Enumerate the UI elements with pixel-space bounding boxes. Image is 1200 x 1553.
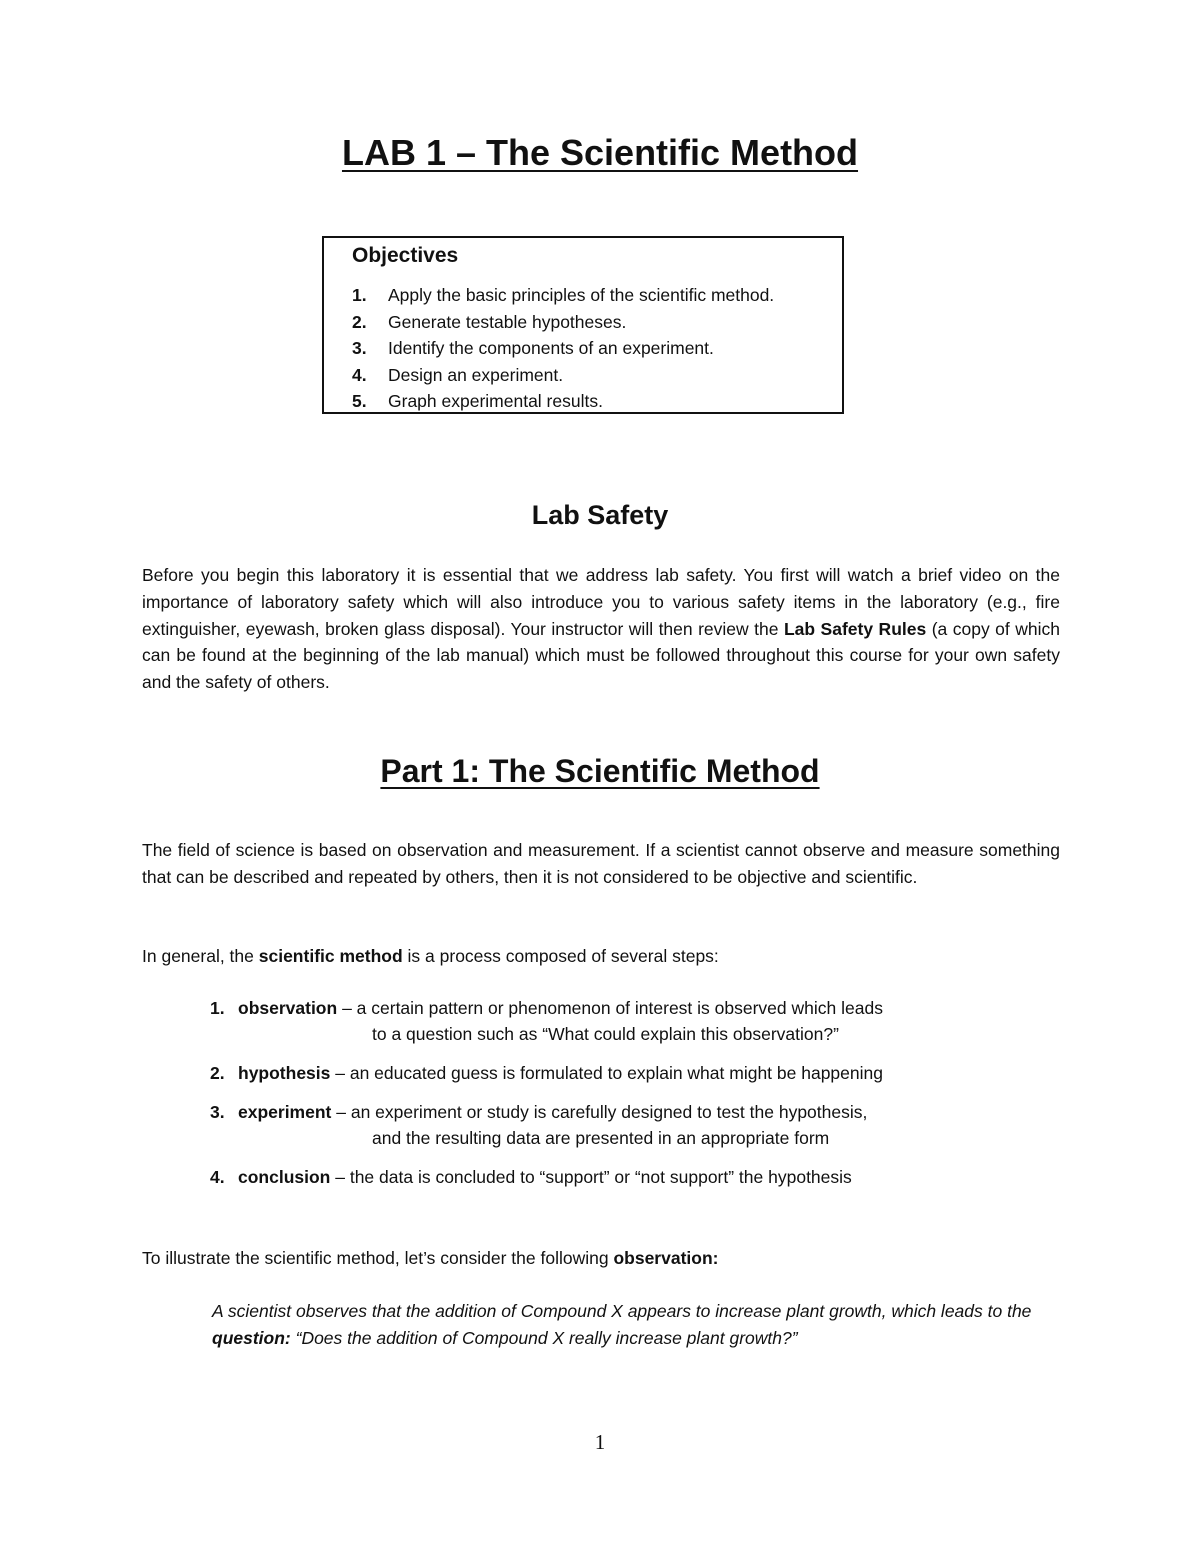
objectives-box [322,236,844,414]
part1-heading [0,753,1200,790]
objective-text: Generate testable hypotheses. [388,311,627,332]
scientific-method-intro [142,943,1060,970]
objective-number: 4. [352,364,367,385]
objective-item [352,388,842,415]
step-item [210,995,1060,1047]
lab-safety-text-part2: (a copy of which can be found at the beginning of the lab manual) which must be followed throughout this course for your own safety and the safety of others. [142,618,1060,693]
objective-text: Apply the basic principles of the scientific method. [388,285,775,305]
illustrate-text: To illustrate the scientific method, let’s consider the following [142,1248,614,1268]
question-bold: question: [212,1327,291,1348]
observation-bold: observation: [613,1248,719,1268]
objective-item [352,335,842,362]
step-term: hypothesis [238,1063,331,1083]
objective-item [352,362,842,389]
step-item [210,1164,1060,1190]
step-continuation: and the resulting data are presented in an appropriate form [372,1128,830,1148]
step-term: experiment [238,1102,332,1122]
objectives-heading: Objectives [352,244,459,267]
general-text-pre: In general, the [142,946,259,966]
step-description: – a certain pattern or phenomenon of interest is observed which leads [337,998,883,1018]
lab-safety-heading: Lab Safety [531,500,669,530]
objectives-list [352,282,842,415]
step-number: 3. [210,1102,225,1122]
quote-text-part1: A scientist observes that the addition of Compound X appears to increase plant growth, which leads to the [212,1301,1032,1321]
step-description: – an educated guess is formulated to explain what might be happening [330,1063,883,1083]
objective-number: 1. [352,285,367,305]
objective-number: 5. [352,391,367,411]
scientific-method-bold: scientific method [258,946,403,966]
objective-item [352,282,842,309]
objective-number: 2. [352,311,367,332]
general-text-post: is a process composed of several steps: [402,946,719,966]
step-description: – an experiment or study is carefully designed to test the hypothesis, [331,1102,868,1122]
observation-quote [212,1298,1060,1352]
step-continuation: to a question such as “What could explain this observation?” [372,1024,839,1044]
part1-heading-text: Part 1: The Scientific Method [380,753,820,789]
step-number: 1. [210,998,225,1018]
step-term: observation [238,998,338,1018]
step-number: 4. [210,1167,225,1187]
document-title [0,132,1200,174]
objective-item [352,309,842,336]
step-description: – the data is concluded to “support” or “not support” the hypothesis [330,1167,852,1187]
lab-safety-paragraph [142,562,1060,696]
objective-number: 3. [352,338,367,358]
lab-safety-text-part1: Before you begin this laboratory it is essential that we address lab safety. You first will watch a brief video on the importance of laboratory safety which will also introduce you to various safety items in the laboratory (e.g., fire extinguisher, eyewash, broken glass disposal). Your instructor will then review the [142,565,1060,639]
document-title-text: LAB 1 – The Scientific Method [341,132,859,173]
step-number: 2. [210,1063,225,1083]
step-term: conclusion [238,1167,331,1187]
step-item [210,1060,1060,1086]
page-number: 1 [594,1430,606,1454]
objective-text: Identify the components of an experiment. [388,338,714,358]
scientific-method-steps [210,995,1060,1190]
quote-text-part2: “Does the addition of Compound X really increase plant growth?” [290,1327,798,1348]
step-item [210,1099,1060,1151]
objective-text: Design an experiment. [388,364,564,385]
objective-text: Graph experimental results. [388,391,603,411]
lab-safety-rules-bold: Lab Safety Rules [783,618,927,639]
science-field-paragraph: The field of science is based on observation and measurement. If a scientist cannot observe and measure something that can be described and repeated by others, then it is not considered to be objective and scientific. [142,840,1060,887]
illustrate-paragraph [142,1245,1060,1272]
